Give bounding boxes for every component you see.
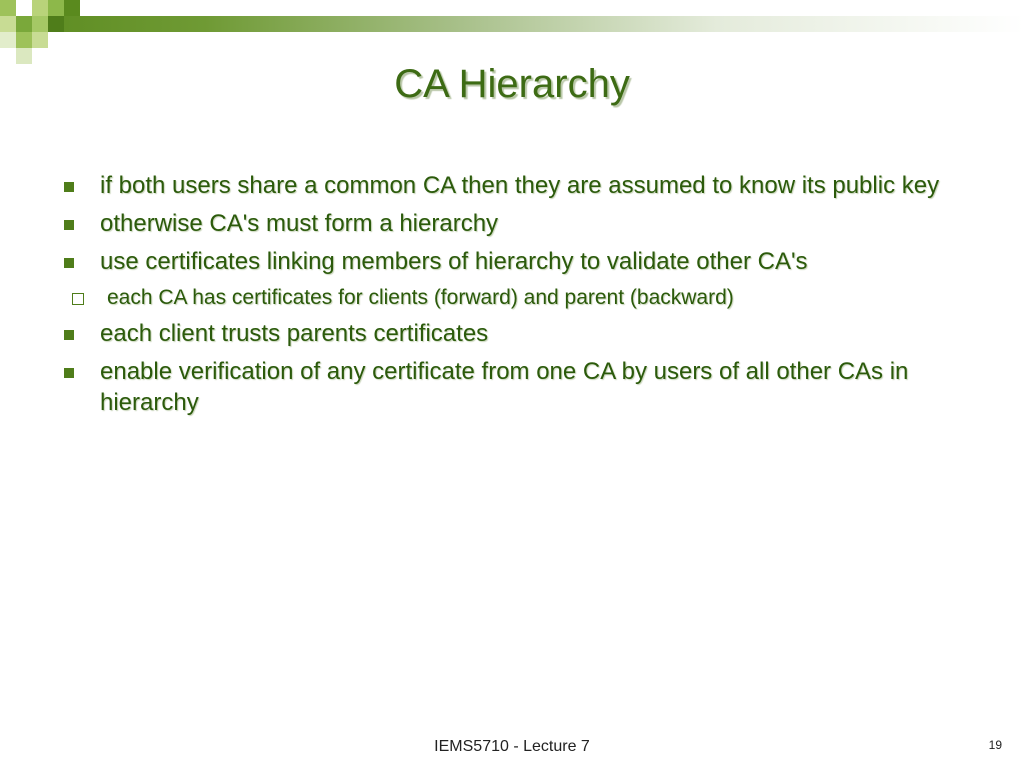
square-bullet-icon <box>64 220 74 230</box>
square-bullet-icon <box>64 182 74 192</box>
square-bullet-icon <box>64 368 74 378</box>
sub-bullet-item <box>24 284 972 312</box>
bullet-item <box>62 208 972 239</box>
bullet-item <box>62 246 972 277</box>
header-band <box>0 16 1024 32</box>
slide-footer: IEMS5710 - Lecture 7 <box>434 738 590 755</box>
bullet-list <box>62 170 972 425</box>
slide-title: CA Hierarchy <box>394 62 630 106</box>
bullet-text: use certificates linking members of hierarchy to validate other CA's <box>100 248 808 275</box>
square-bullet-icon <box>64 330 74 340</box>
bullet-item <box>62 356 972 418</box>
bullet-text: each client trusts parents certificates <box>100 320 489 347</box>
hollow-square-bullet-icon <box>72 293 84 305</box>
bullet-text: otherwise CA's must form a hierarchy <box>100 210 499 237</box>
page-number: 19 <box>988 738 1002 752</box>
bullet-text: if both users share a common CA then they are assumed to know its public key <box>100 172 940 199</box>
bullet-item <box>62 170 972 201</box>
sub-bullet-text: each CA has certificates for clients (forward) and parent (backward) <box>107 286 734 309</box>
bullet-text: enable verification of any certificate from one CA by users of all other CAs in hierarchy <box>100 358 909 416</box>
bullet-item <box>62 318 972 349</box>
square-bullet-icon <box>64 258 74 268</box>
